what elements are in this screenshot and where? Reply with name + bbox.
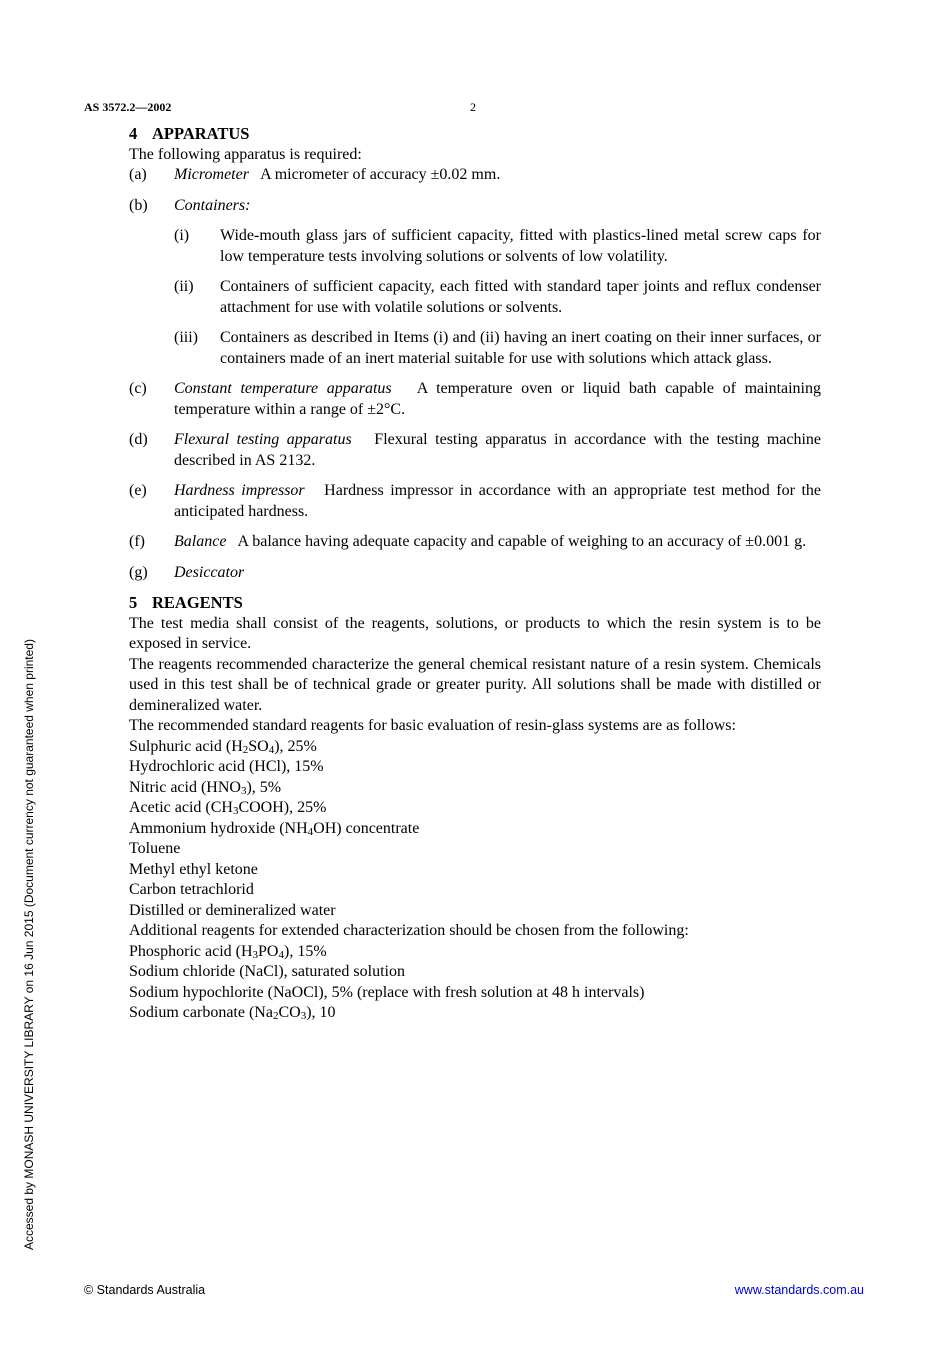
container-subitem (129, 226, 821, 267)
reagent-item: Nitric acid $(HNO_3)$, 5% (129, 778, 282, 797)
item-text: A balance having adequate capacity and capable of weighing to an accuracy of ±0.001 g. (237, 533, 807, 550)
subitem-text: Containers as described in Items (i) and (ii) having an inert coating on their inner surfaces, or containers made of an inert material suitable for use with solutions which attack glass. (220, 329, 821, 367)
item-text: Flexural testing apparatus in accordance with the testing machine described in AS 2132. (174, 431, 822, 469)
item-label: (f) (129, 533, 145, 550)
subitem-label: (ii) (174, 278, 194, 295)
apparatus-item-hardness (129, 481, 821, 522)
reagent-item: Ammonium hydroxide $(NH_4OH)$ concentrate (129, 819, 420, 838)
section-title: REAGENTS (152, 593, 243, 612)
container-subitem (129, 277, 821, 318)
apparatus-item-desiccator (129, 563, 821, 584)
item-name: Constant temperature apparatus (174, 380, 392, 397)
access-watermark: Accessed by MONASH UNIVERSITY LIBRARY on 16 Jun 2015 (Document currency not guaranteed when printed) (22, 639, 36, 1250)
subitem-text: Wide-mouth glass jars of sufficient capacity, fitted with plastics-lined metal screw caps for low temperature tests involving solutions or solvents of low volatility. (220, 227, 821, 265)
subitem-label: (i) (174, 227, 190, 244)
item-text: A micrometer of accuracy ±0.02 mm. (260, 166, 501, 183)
subitem-text: Containers of sufficient capacity, each fitted with standard taper joints and reflux condenser attachment for use with volatile solutions or solvents. (220, 278, 821, 316)
apparatus-item-micrometer (129, 165, 821, 186)
page-content (129, 124, 821, 1024)
item-label: (e) (129, 482, 147, 499)
reagent-item: Sodium chloride (NaCl), saturated solution (129, 963, 405, 980)
item-label: (g) (129, 563, 148, 581)
section-heading-apparatus (129, 124, 821, 145)
footer-copyright: © Standards Australia (84, 1283, 206, 1297)
document-code: AS 3572.2—2002 (84, 100, 172, 114)
item-text: Hardness impressor in accordance with an appropriate test method for the anticipated hardness. (174, 482, 821, 520)
item-name: Flexural testing apparatus (174, 431, 352, 448)
reagent-item: Sodium carbonate $(Na_2CO_3)$, 10 (129, 1004, 336, 1022)
item-name: Hardness impressor (174, 482, 305, 499)
apparatus-item-containers (129, 196, 821, 217)
section-title: APPARATUS (152, 124, 250, 143)
page-number: 2 (470, 100, 476, 114)
apparatus-item-temperature (129, 379, 821, 420)
item-label: (a) (129, 166, 147, 183)
standard-reagent-list (129, 737, 821, 922)
reagent-item: Phosphoric acid $(H_3PO_4)$, 15% (129, 942, 327, 961)
item-label: (c) (129, 380, 147, 397)
apparatus-item-flexural (129, 430, 821, 471)
section-number: 5 (129, 593, 138, 612)
reagents-paragraph: Additional reagents for extended characterization should be chosen from the following: (129, 922, 689, 939)
item-text: A temperature oven or liquid bath capable of maintaining temperature within a range of ±2°C. (174, 380, 822, 418)
item-name: Desiccator (174, 563, 245, 581)
item-label: (d) (129, 431, 148, 448)
reagent-item: Toluene (129, 840, 181, 857)
reagents-paragraph: The reagents recommended characterize the general chemical resistant nature of a resin system. Chemicals used in this test shall be of technical grade or greater purity. All solutions shall be made with distilled or demineralized water. (129, 655, 821, 714)
reagent-item: Carbon tetrachlorid (129, 881, 254, 898)
apparatus-item-balance (129, 532, 821, 553)
section-heading-reagents (129, 593, 821, 614)
footer-website-link[interactable]: www.standards.com.au (734, 1283, 864, 1297)
reagent-item: Methyl ethyl ketone (129, 860, 258, 878)
reagent-item: Distilled or demineralized water (129, 901, 336, 919)
subitem-label: (iii) (174, 329, 198, 346)
reagent-item: Acetic acid $(CH_3COOH)$, 25% (129, 799, 327, 817)
reagent-item: Sodium hypochlorite (NaOCl), 5% (replace with fresh solution at 48 h intervals) (129, 983, 645, 1001)
item-name: Micrometer (174, 166, 249, 183)
additional-reagent-list (129, 942, 821, 1024)
section-number: 4 (129, 124, 138, 143)
container-subitem (129, 328, 821, 369)
reagent-item: Hydrochloric acid (HCl), 15% (129, 758, 324, 775)
reagents-paragraph: The test media shall consist of the reagents, solutions, or products to which the resin system is to be exposed in service. (129, 614, 821, 652)
item-label: (b) (129, 196, 148, 214)
apparatus-intro: The following apparatus is required: (129, 145, 362, 163)
reagents-paragraph: The recommended standard reagents for basic evaluation of resin-glass systems are as follows: (129, 717, 736, 734)
item-name: Containers: (174, 196, 251, 214)
reagent-item: Sulphuric acid $(H_2SO_4)$, 25% (129, 737, 317, 756)
item-name: Balance (174, 533, 227, 550)
